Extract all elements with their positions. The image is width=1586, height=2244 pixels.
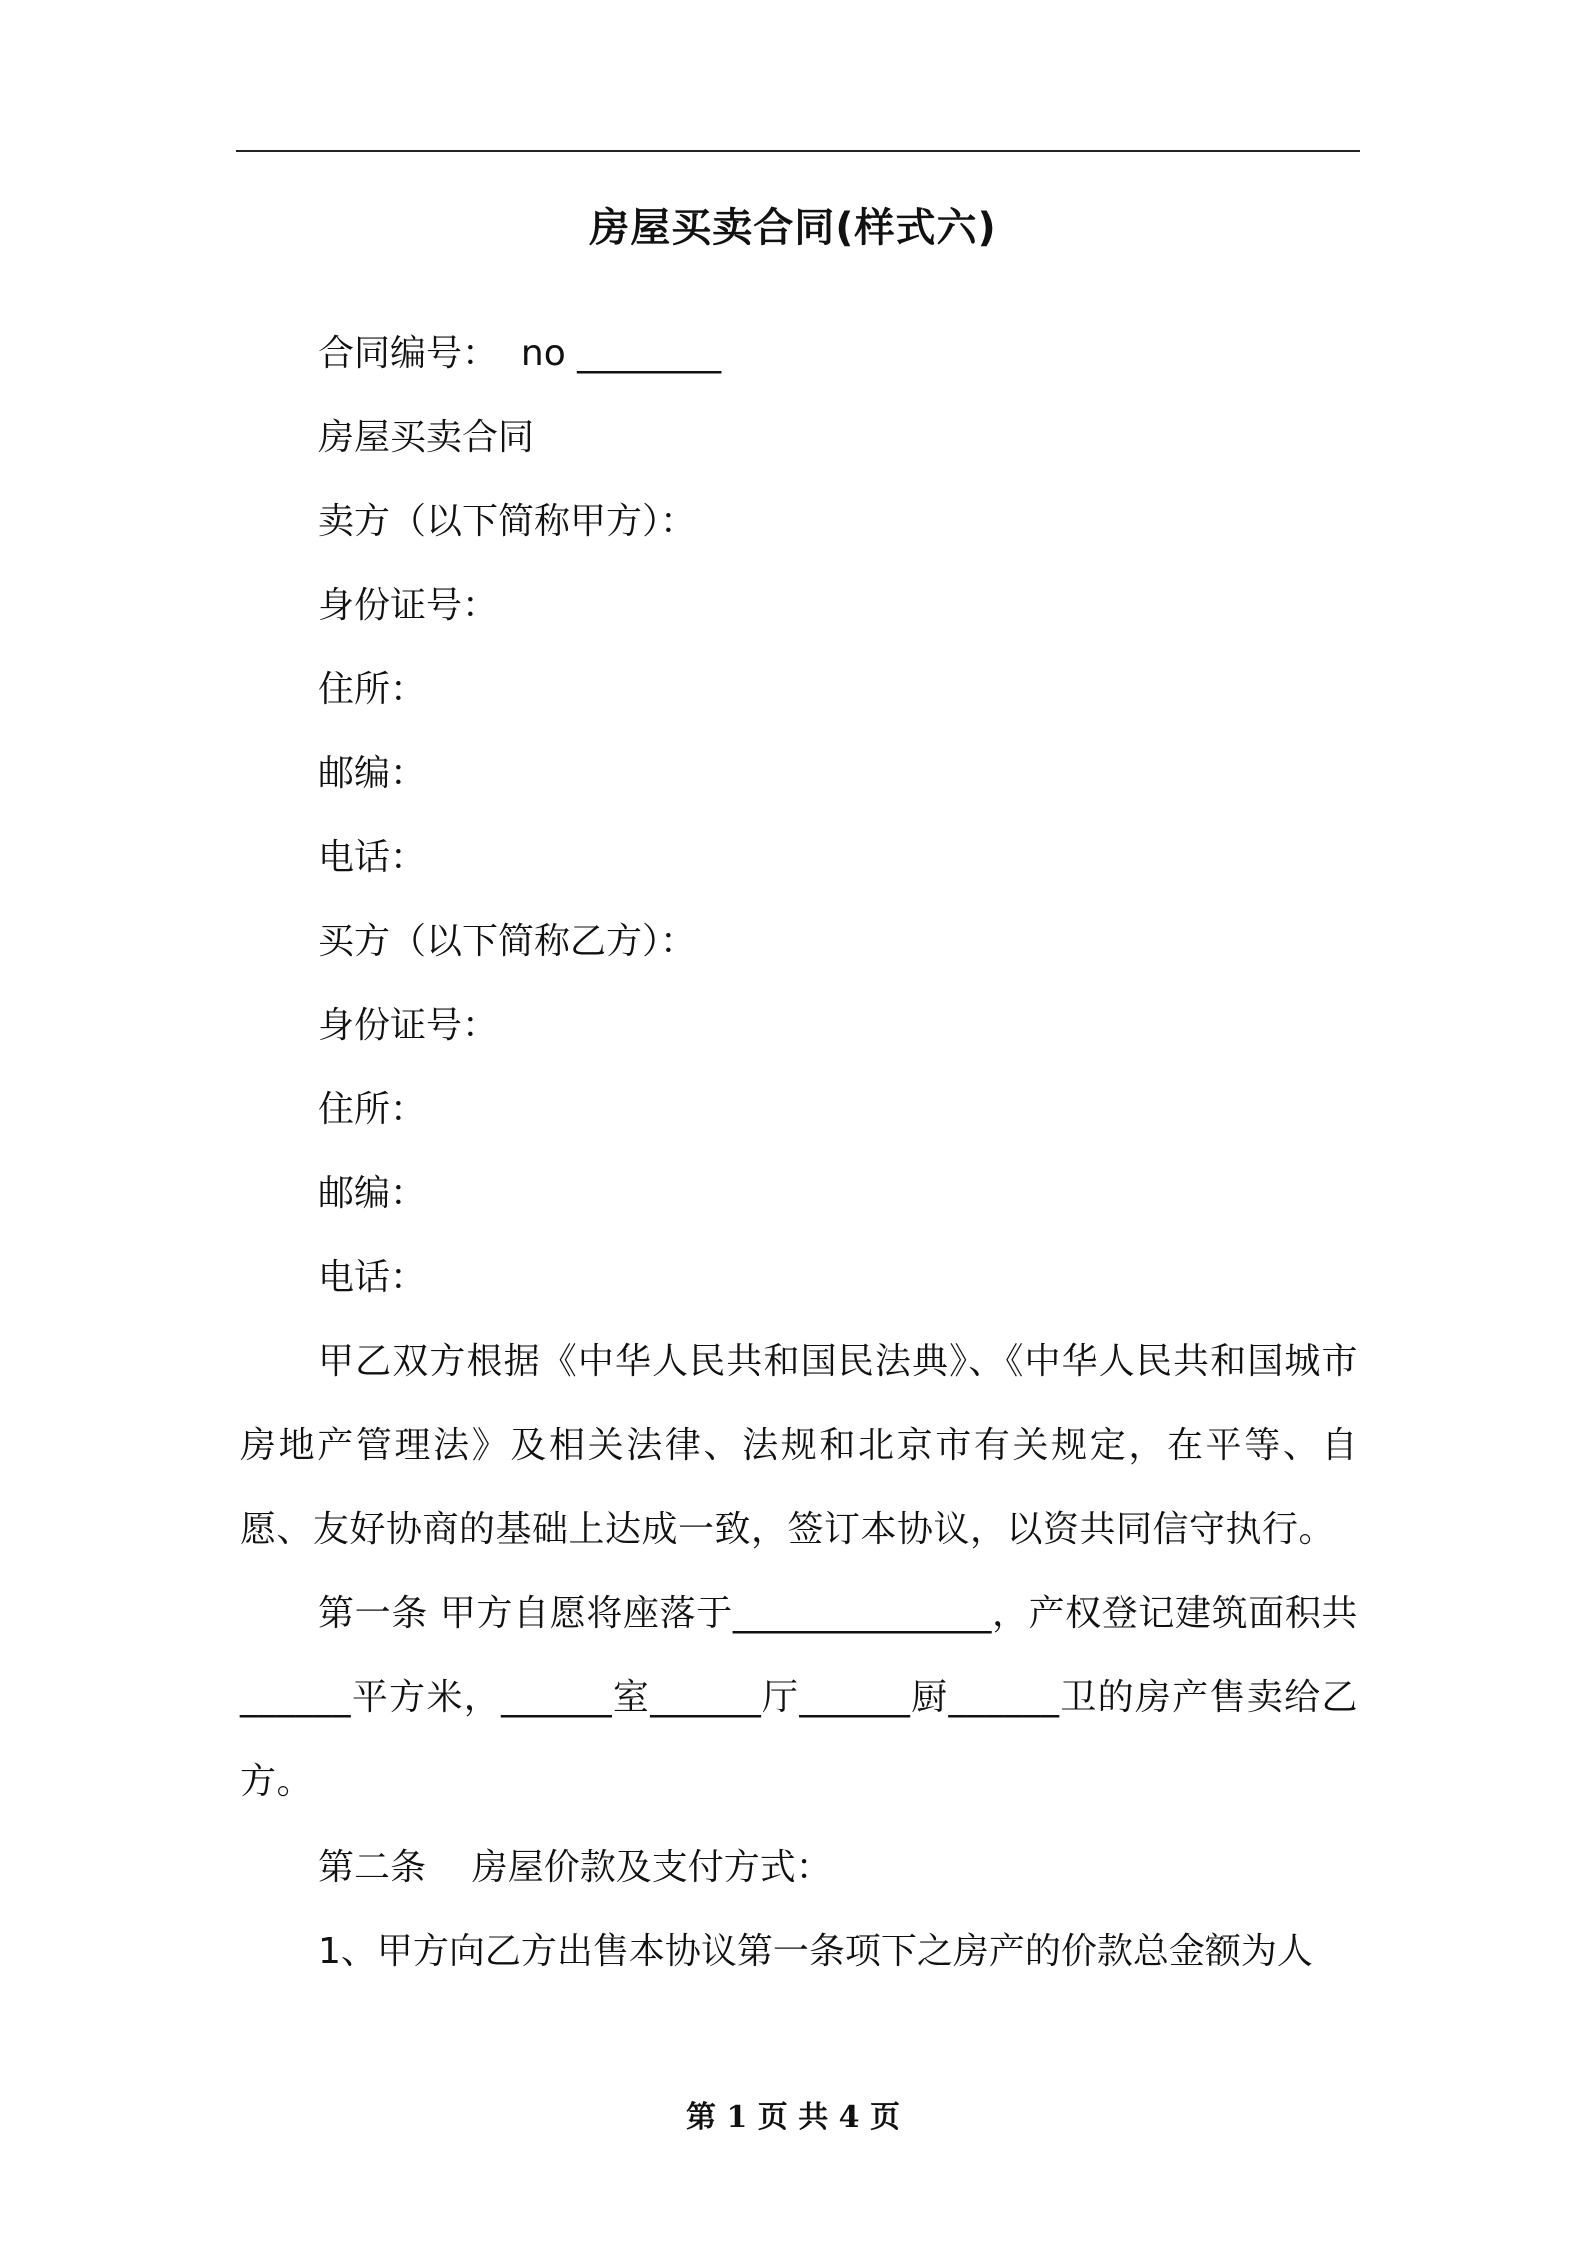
seller-phone-field: 电话： [318,837,427,878]
seller-postcode-field: 邮编： [318,753,427,794]
seller-address-field: 住所： [318,669,427,710]
buyer-address-field: 住所： [318,1089,427,1130]
preamble-paragraph: 甲乙双方根据《中华人民共和国民法典》、《中华人民共和国城市房地产管理法》及相关法律、法规和北京市有关规定，在平等、自愿、友好协商的基础上达成一致，签订本协议，以资共同信守执行。 [240,1341,1358,1550]
seller-header: 卖方（以下简称甲方）： [318,501,697,542]
document-subtitle: 房屋买卖合同 [318,417,535,458]
buyer-phone-field: 电话： [318,1257,427,1298]
article-2-heading: 第二条 房屋价款及支付方式： [318,1847,832,1888]
document-title: 房屋买卖合同(样式六) [589,205,997,251]
buyer-header: 买方（以下简称乙方）： [318,921,697,962]
buyer-id-field: 身份证号： [318,1005,499,1046]
article-2-item-1: 1、甲方向乙方出售本协议第一条项下之房产的价款总金额为人 [318,1931,1313,1972]
header-rule [236,150,1360,152]
seller-id-field: 身份证号： [318,585,499,626]
buyer-postcode-field: 邮编： [318,1173,427,1214]
page-number-footer: 第 1 页 共 4 页 [686,2100,900,2135]
article-1-paragraph: 第一条 甲方自愿将座落于______________，产权登记建筑面积共______平方米，______室______厅______厨______卫的房产售卖给乙方。 [240,1593,1358,1802]
contract-number: 合同编号： no ________ [318,333,722,374]
